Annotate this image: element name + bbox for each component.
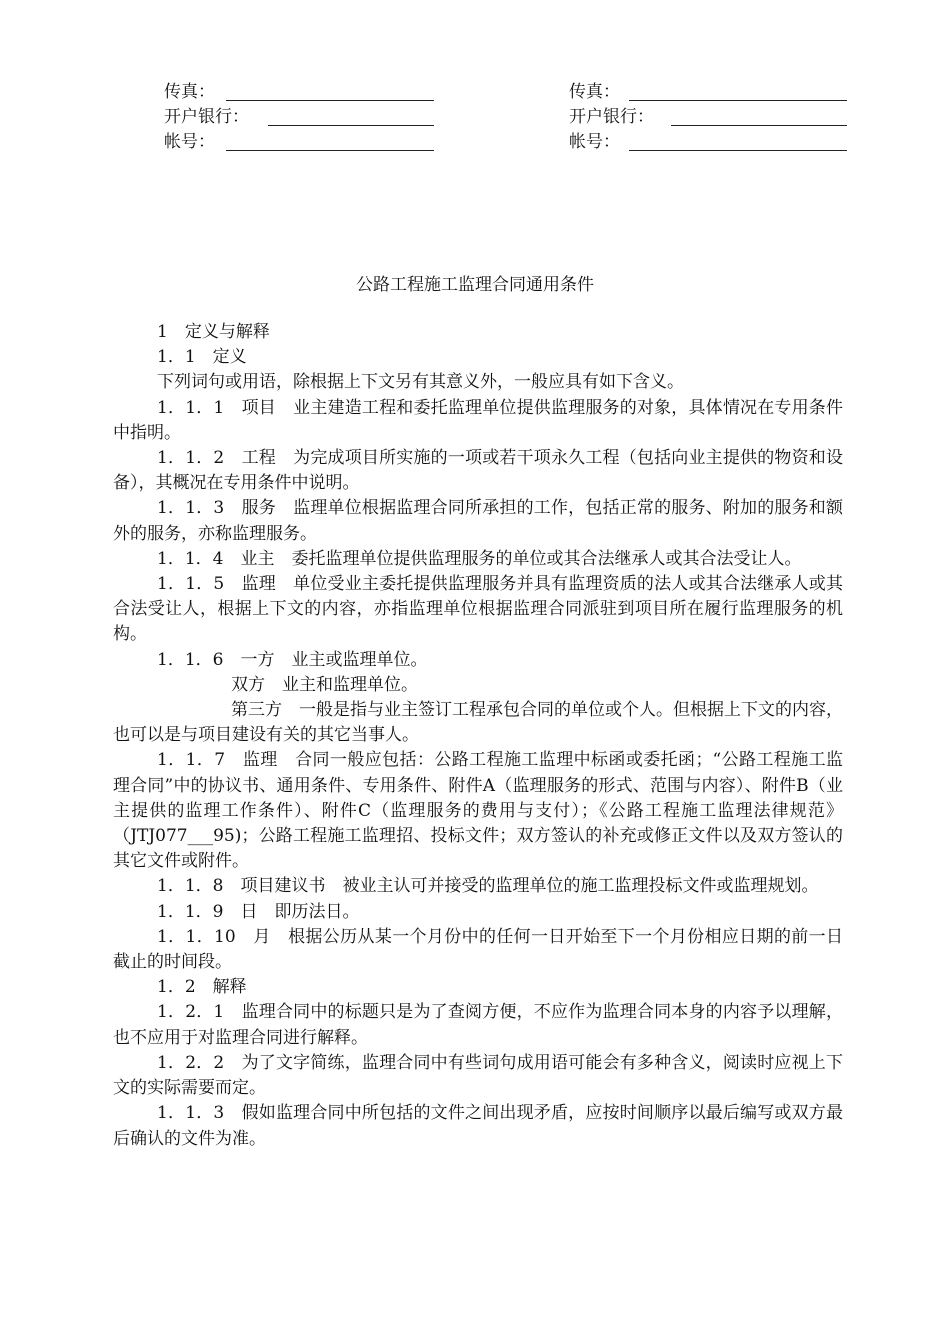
account-blank-line [629, 150, 847, 151]
clause-paragraph: 1．1．10 月 根据公历从某一个月份中的任何一日开始至下一个月份相应日期的前一日截止的时间段。 [113, 926, 843, 973]
clause-paragraph: 1．1．3 假如监理合同中所包括的文件之间出现矛盾，应按时间顺序以最后编写或双方最后确认的文件为准。 [113, 1103, 843, 1149]
right-account-row [569, 130, 849, 155]
fax-blank-line [629, 100, 847, 101]
fax-label: 传真： [569, 82, 620, 102]
right-fax-row [569, 80, 849, 105]
clause-paragraph: 1．1．6 一方 业主或监理单位。 [157, 649, 428, 670]
bank-label: 开户银行： [569, 107, 654, 127]
clause-paragraph: 1．1．4 业主 委托监理单位提供监理服务的单位或其合法继承人或其合法受让人。 [157, 548, 802, 569]
clause-paragraph: 第三方 一般是指与业主签订工程承包合同的单位或个人。但根据上下文的内容，也可以是与项目建设有关的其它当事人。 [113, 700, 843, 746]
fax-label: 传真： [164, 82, 215, 102]
section-heading: 1 定义与解释 [157, 322, 270, 342]
clause-paragraph: 1．1．7 监理 合同一般应包括：公路工程施工监理中标函或委托函；“公路工程施工监理合同”中的协议书、通用条件、专用条件、附件A（监理服务的形式、范围与内容）、附件B（业主提供的监理工作条件）、附件C（监理服务的费用与支付）；《公路工程施工监理法律规范》（JTJ077___95)；公路工程施工监理招、投标文件；双方签认的补充或修正文件以及双方签认的其它文件或附件。 [113, 750, 843, 872]
document-body [113, 320, 843, 1152]
subsection-heading: 1．1 定义 [157, 347, 247, 368]
clause-paragraph: 1．2．2 为了文字简练，监理合同中有些词句成用语可能会有多种含义，阅读时应视上下文的实际需要而定。 [113, 1052, 843, 1099]
right-bank-row [569, 105, 849, 130]
clause-paragraph: 1．1．8 项目建议书 被业主认可并接受的监理单位的施工监理投标文件或监理规划。 [157, 876, 819, 897]
subsection-heading: 1．2 解释 [157, 977, 247, 998]
clause-paragraph: 1．1．1 项目 业主建造工程和委托监理单位提供监理服务的对象，具体情况在专用条件中指明。 [113, 397, 843, 443]
bank-blank-line [671, 125, 847, 126]
clause-paragraph: 1．1．9 日 即历法日。 [157, 901, 360, 922]
left-account-row [164, 130, 434, 155]
clause-paragraph: 1．1．5 监理 单位受业主委托提供监理服务并具有监理资质的法人或其合法继承人或其合法受让人，根据上下文的内容，亦指监理单位根据监理合同派驻到项目所在履行监理服务的机构。 [113, 574, 843, 645]
clause-paragraph: 1．1．2 工程 为完成项目所实施的一项或若干项永久工程（包括向业主提供的物资和设备），其概况在专用条件中说明。 [113, 448, 843, 494]
bank-label: 开户银行： [164, 107, 249, 127]
clause-paragraph: 双方 业主和监理单位。 [231, 674, 418, 695]
left-fax-row [164, 80, 434, 105]
left-bank-row [164, 105, 434, 130]
bank-blank-line [268, 125, 434, 126]
paragraph: 下列词句或用语，除根据上下文另有其意义外，一般应具有如下含义。 [157, 372, 684, 393]
account-label: 帐号： [569, 132, 620, 152]
clause-paragraph: 1．2．1 监理合同中的标题只是为了查阅方便，不应作为监理合同本身的内容予以理解，也不应用于对监理合同进行解释。 [113, 1002, 843, 1048]
clause-paragraph: 1．1．3 服务 监理单位根据监理合同所承担的工作，包括正常的服务、附加的服务和额外的服务，亦称监理服务。 [113, 498, 843, 544]
account-label: 帐号： [164, 132, 215, 152]
document-title: 公路工程施工监理合同通用条件 [356, 275, 594, 295]
account-blank-line [226, 150, 434, 151]
fax-blank-line [226, 100, 434, 101]
